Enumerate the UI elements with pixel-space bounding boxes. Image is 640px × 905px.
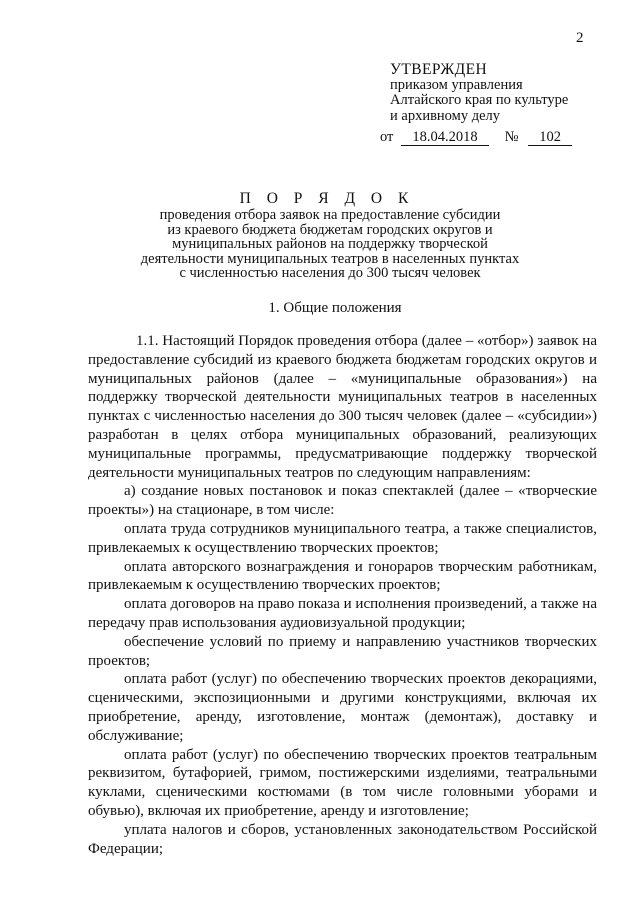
order-reference <box>380 130 620 146</box>
paragraph: оплата работ (услуг) по обеспечению творческих проектов декорациями, сценическими, экспозиционными и другими конструкциями, включая их приобретение, аренду, изготовление, монтаж (демонтаж), доставку и обслуживание; <box>88 671 597 744</box>
from-label: от <box>380 129 394 145</box>
paragraph: обеспечение условий по приему и направлению участников творческих проектов; <box>88 633 597 669</box>
page-number: 2 <box>576 30 584 46</box>
subtitle-line: из краевого бюджета бюджетам городских округов и <box>167 221 493 238</box>
paragraph: уплата налогов и сборов, установленных законодательством Российской Федерации; <box>88 821 597 857</box>
paragraph: а) создание новых постановок и показ спектаклей (далее – «творческие проекты») на стационаре, в том числе: <box>88 483 597 519</box>
approval-block <box>380 62 620 146</box>
approval-line: приказом управления <box>390 76 523 93</box>
paragraph: оплата договоров на право показа и исполнения произведений, а также на передачу прав использования аудиовизуальной продукции; <box>88 596 597 631</box>
number-label: № <box>504 129 519 145</box>
paragraph: оплата труда сотрудников муниципального театра, а также специалистов, привлекаемых к осуществлению творческих проектов; <box>88 520 597 556</box>
order-date: 18.04.2018 <box>401 130 489 146</box>
document-subtitle <box>120 208 540 281</box>
approval-heading: УТВЕРЖДЕН <box>390 61 488 78</box>
paragraph: оплата работ (услуг) по обеспечению творческих проектов театральным реквизитом, бутафорией, гримом, постижерскими изделиями, театральными куклами, сценическими костюмами (в том числе головными уборами и обувью), включая их приобретение, аренду и изготовление; <box>88 746 597 819</box>
approval-line: и архивному делу <box>390 107 501 124</box>
subtitle-line: с численностью населения до 300 тысяч человек <box>179 265 481 281</box>
document-title: П О Р Я Д О К <box>239 190 415 207</box>
paragraph: 1.1. Настоящий Порядок проведения отбора (далее – «отбор») заявок на предоставление субсидий из краевого бюджета бюджетам городских округов и муниципальных районов (далее – «муниципальные образования») на поддержку творческой деятельности муниципальных театров в населенных пунктах с численностью населения до 300 тысяч человек (далее – «субсидии») разработан в целях отбора муниципальных образований, реализующих муниципальные программы, предусматривающие поддержку творческой деятельности муниципальных театров по следующим направлениям: <box>88 333 597 481</box>
subtitle-line: проведения отбора заявок на предоставление субсидии <box>159 207 501 223</box>
subtitle-line: деятельности муниципальных театров в населенных пунктах <box>140 250 520 267</box>
order-number: 102 <box>528 130 572 146</box>
paragraph: оплата авторского вознаграждения и гонораров творческим работникам, привлекаемым к осуществлению творческих проектов; <box>88 558 597 594</box>
section-heading: 1. Общие положения <box>268 300 402 316</box>
document-body <box>88 332 597 858</box>
approval-line: Алтайского края по культуре <box>390 92 569 108</box>
subtitle-line: муниципальных районов на поддержку творческой <box>172 236 488 252</box>
